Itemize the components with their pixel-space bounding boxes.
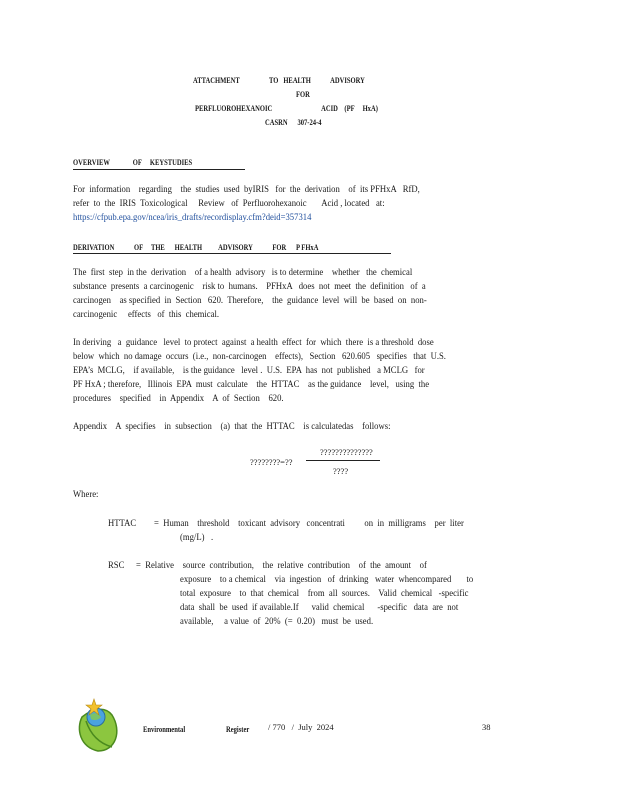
iris-link[interactable]: https://cfpub.epa.gov/ncea/iris_drafts/recordisplay.cfm?deid=357314 bbox=[73, 213, 312, 223]
formula-numerator: ?????????????? bbox=[320, 447, 373, 457]
derivation-p1-line-3: carcinogen as specified in Section 620. Therefore, the guidance level will be based on non- bbox=[73, 296, 427, 306]
derivation-heading-underline bbox=[73, 253, 391, 254]
page-number: 38 bbox=[482, 722, 491, 732]
httac-definition-line-2: (mg/L) . bbox=[180, 533, 214, 543]
footer-publication-left: Environmental bbox=[143, 725, 186, 734]
derivation-p2-line-1: In deriving a guidance level to protect against a health effect for which there is a threshold dose bbox=[73, 338, 434, 348]
derivation-p2-line-3: EPA’s MCLG, if available, is the guidance level . U.S. EPA has not published a MCLG for bbox=[73, 366, 425, 376]
rsc-definition-line-5: available, a value of 20% (= 0.20) must be used. bbox=[180, 617, 374, 627]
derivation-p1-line-1: The first step in the derivation of a health advisory is to determine whether the chemical bbox=[73, 268, 413, 278]
derivation-p2-line-5: procedures specified in Appendix A of Section 620. bbox=[73, 394, 284, 404]
derivation-p2-line-2: below which no damage occurs (i.e., non-carcinogen effects), Section 620.605 specifies that U.S. bbox=[73, 352, 446, 362]
rsc-definition-line-4: data shall be used if available.If valid chemical -specific data are not bbox=[180, 603, 459, 613]
rsc-term: RSC bbox=[108, 561, 125, 571]
footer-publication-right: Register bbox=[226, 725, 250, 734]
overview-line-1: For information regarding the studies used byIRIS for the derivation of its PFHxA RfD, bbox=[73, 185, 420, 195]
derivation-heading: DERIVATION OF THE HEALTH ADVISORY FOR P FHxA bbox=[73, 243, 319, 252]
rsc-definition-line-3: total exposure to that chemical from all sources. Valid chemical -specific bbox=[180, 589, 469, 599]
formula-denominator: ???? bbox=[333, 466, 349, 476]
overview-heading: OVERVIEW OF KEYSTUDIES bbox=[73, 158, 193, 167]
derivation-p1-line-4: carcinogenic effects of this chemical. bbox=[73, 310, 220, 320]
overview-heading-underline bbox=[73, 169, 245, 170]
rsc-definition-line-2: exposure to a chemical via ingestion of drinking water whencompared to bbox=[180, 575, 474, 585]
environmental-register-logo-icon bbox=[72, 695, 124, 753]
title-line-2: FOR bbox=[296, 90, 310, 99]
footer-issue: / 770 / July 2024 bbox=[268, 722, 334, 732]
formula-lhs: ????????=?? bbox=[250, 457, 293, 467]
httac-definition-line-1: = Human threshold toxicant advisory concentrati on in milligrams per liter bbox=[154, 519, 464, 529]
title-line-4: CASRN 307-24-4 bbox=[265, 118, 322, 127]
derivation-p3: Appendix A specifies in subsection (a) that the HTTAC is calculatedas follows: bbox=[73, 422, 391, 432]
title-line-1: ATTACHMENT TO HEALTH ADVISORY bbox=[193, 76, 365, 85]
rsc-definition-line-1: = Relative source contribution, the relative contribution of the amount of bbox=[136, 561, 427, 571]
where-label: Where: bbox=[73, 490, 99, 500]
derivation-p2-line-4: PF HxA ; therefore, Illinois EPA must calculate the HTTAC as the guidance level, using the bbox=[73, 380, 430, 390]
httac-term: HTTAC bbox=[108, 519, 137, 529]
formula-fraction-bar bbox=[306, 460, 380, 461]
overview-line-2: refer to the IRIS Toxicological Review of Perfluorohexanoic Acid , located at: bbox=[73, 199, 385, 209]
title-line-3: PERFLUOROHEXANOIC ACID (PF HxA) bbox=[195, 104, 378, 113]
derivation-p1-line-2: substance presents a carcinogenic risk to humans. PFHxA does not meet the definition of a bbox=[73, 282, 426, 292]
